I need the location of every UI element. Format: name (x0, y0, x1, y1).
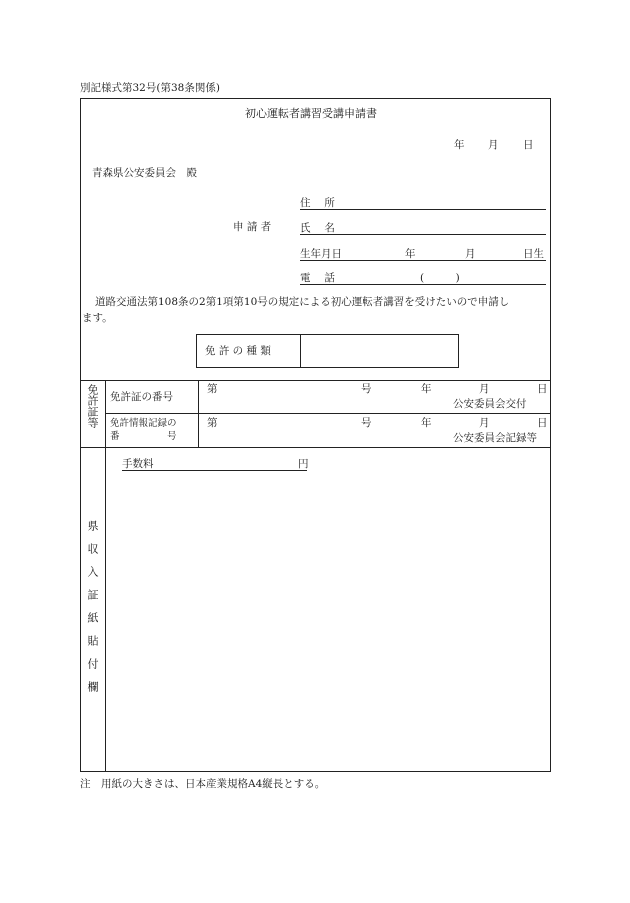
form-reference: 別記様式第32号(第38条関係) (80, 82, 220, 94)
license-number-issuer: 公安委員会交付 (453, 398, 527, 410)
left-column-divider (105, 380, 106, 772)
license-section-bottom (80, 447, 551, 448)
address-label: 住 所 (300, 197, 335, 209)
license-record-issuer: 公安委員会記録等 (453, 432, 537, 444)
fee-label: 手数料 (122, 458, 154, 470)
license-number-month: 月 (479, 383, 490, 395)
address-field[interactable] (300, 209, 546, 210)
dob-field[interactable] (300, 260, 546, 261)
form-title: 初心運転者講習受講申請書 (245, 107, 377, 120)
phone-paren: ( ) (420, 272, 460, 284)
dob-label: 生年月日 (300, 248, 342, 260)
date-month: 月 (488, 139, 499, 151)
date-year: 年 (454, 139, 465, 151)
statement-line2: ます。 (82, 312, 113, 324)
license-record-month: 月 (479, 417, 490, 429)
footnote: 注 用紙の大きさは、日本産業規格A4縦長とする。 (80, 778, 326, 790)
phone-field[interactable] (300, 284, 546, 285)
name-label: 氏 名 (300, 222, 335, 234)
applicant-label: 申 請 者 (233, 221, 272, 233)
license-record-prefix: 第 (207, 417, 218, 429)
license-section-top (80, 380, 551, 381)
license-record-label-1: 免許情報記録の (110, 418, 177, 429)
license-record-year: 年 (421, 417, 432, 429)
phone-label: 電 話 (300, 272, 335, 284)
stamp-section-label: 県収入証紙貼付欄 (86, 520, 99, 704)
date-day: 日 (523, 139, 534, 151)
license-record-label-2: 番 号 (110, 431, 177, 442)
dob-suffix: 日生 (523, 248, 544, 260)
addressee: 青森県公安委員会 殿 (92, 167, 197, 179)
license-label-divider (198, 380, 199, 447)
license-number-suffix: 号 (361, 383, 372, 395)
license-record-suffix: 号 (361, 417, 372, 429)
statement-line1: 道路交通法第108条の2第1項第10号の規定による初心運転者講習を受けたいので申請し (95, 296, 510, 308)
license-number-prefix: 第 (207, 383, 218, 395)
license-type-label: 免 許 の 種 類 (205, 345, 271, 357)
fee-field[interactable] (122, 470, 307, 471)
license-section-label: 免許証等 (86, 384, 99, 428)
license-section-mid (105, 413, 551, 414)
name-field[interactable] (300, 234, 546, 235)
fee-unit: 円 (298, 458, 309, 470)
license-number-year: 年 (421, 383, 432, 395)
dob-year: 年 (405, 248, 416, 260)
license-number-day: 日 (537, 383, 548, 395)
license-number-label: 免許証の番号 (110, 391, 173, 403)
dob-month: 月 (465, 248, 476, 260)
license-type-divider (300, 334, 301, 368)
license-record-day: 日 (537, 417, 548, 429)
